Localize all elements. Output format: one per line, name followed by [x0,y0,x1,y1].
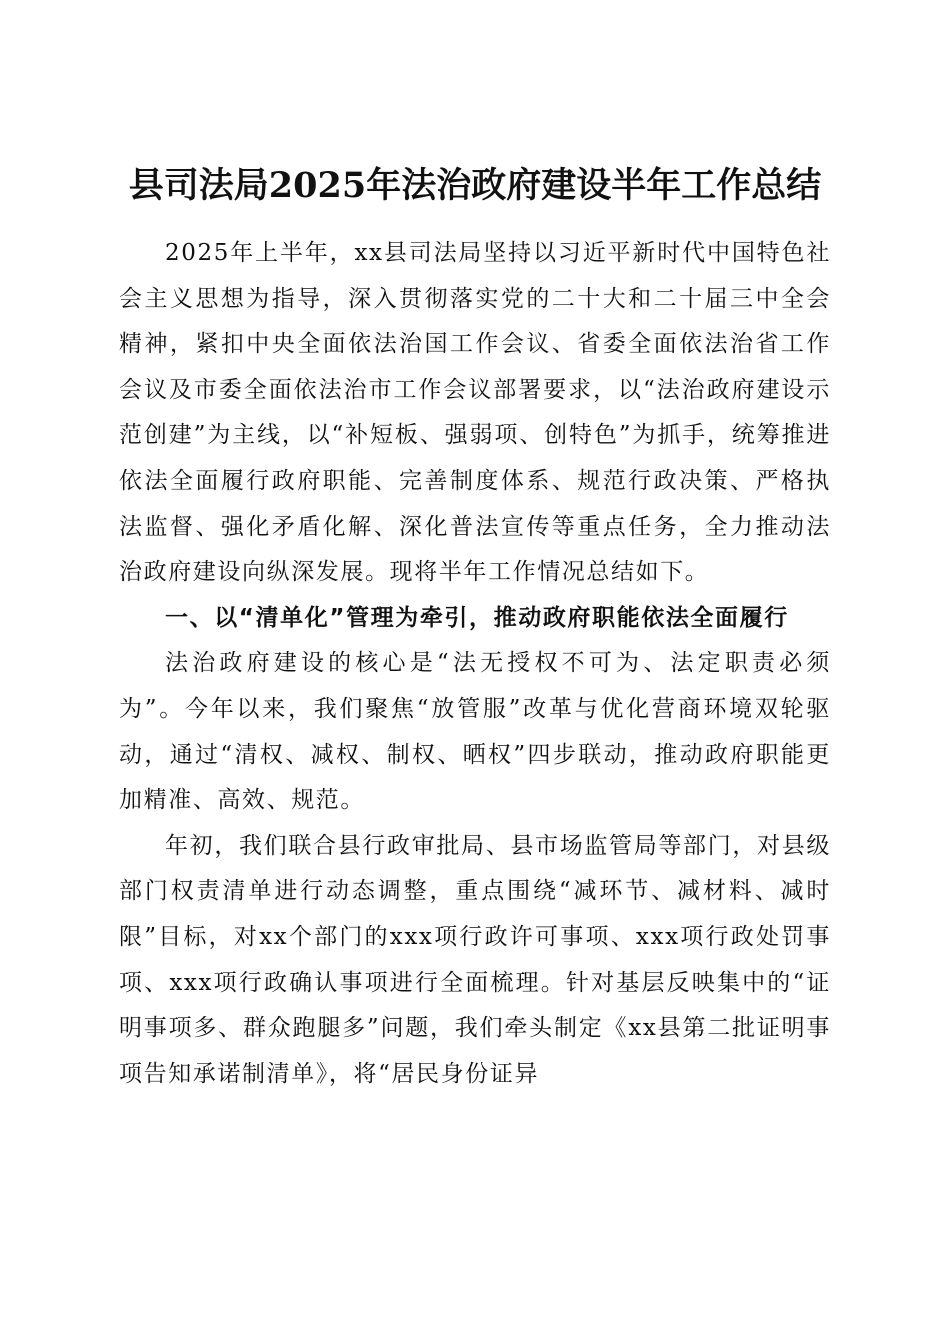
intro-paragraph: 2025年上半年，xx县司法局坚持以习近平新时代中国特色社会主义思想为指导，深入贯彻落实党的二十大和二十届三中全会精神，紧扣中央全面依法治国工作会议、省委全面依法治省工作会议及市委全面依法治市工作会议部署要求，以“法治政府建设示范创建”为主线，以“补短板、强弱项、创特色”为抓手，统筹推进依法全面履行政府职能、完善制度体系、规范行政决策、严格执法监督、强化矛盾化解、深化普法宣传等重点任务，全力推动法治政府建设向纵深发展。现将半年工作情况总结如下。 [119,240,831,586]
section-1-paragraph-2: 年初，我们联合县行政审批局、县市场监管局等部门，对县级部门权责清单进行动态调整，重点围绕“减环节、减材料、减时限”目标，对xx个部门的xxx项行政许可事项、xxx项行政处罚事项、xxx项行政确认事项进行全面梳理。针对基层反映集中的“证明事项多、群众跑腿多”问题，我们牵头制定《xx县第二批证明事项告知承诺制清单》，将“居民身份证异 [119,832,831,1087]
section-heading-1: 一、以“清单化”管理为牵引，推动政府职能依法全面履行 [165,604,789,631]
section-1-paragraph-1: 法治政府建设的核心是“法无授权不可为、法定职责必须为”。今年以来，我们聚焦“放管服”改革与优化营商环境双轮驱动，通过“清权、减权、制权、晒权”四步联动，推动政府职能更加精准、高效、规范。 [119,650,831,814]
document-body [119,231,831,1097]
document-title: 县司法局2025年法治政府建设半年工作总结 [128,165,822,207]
